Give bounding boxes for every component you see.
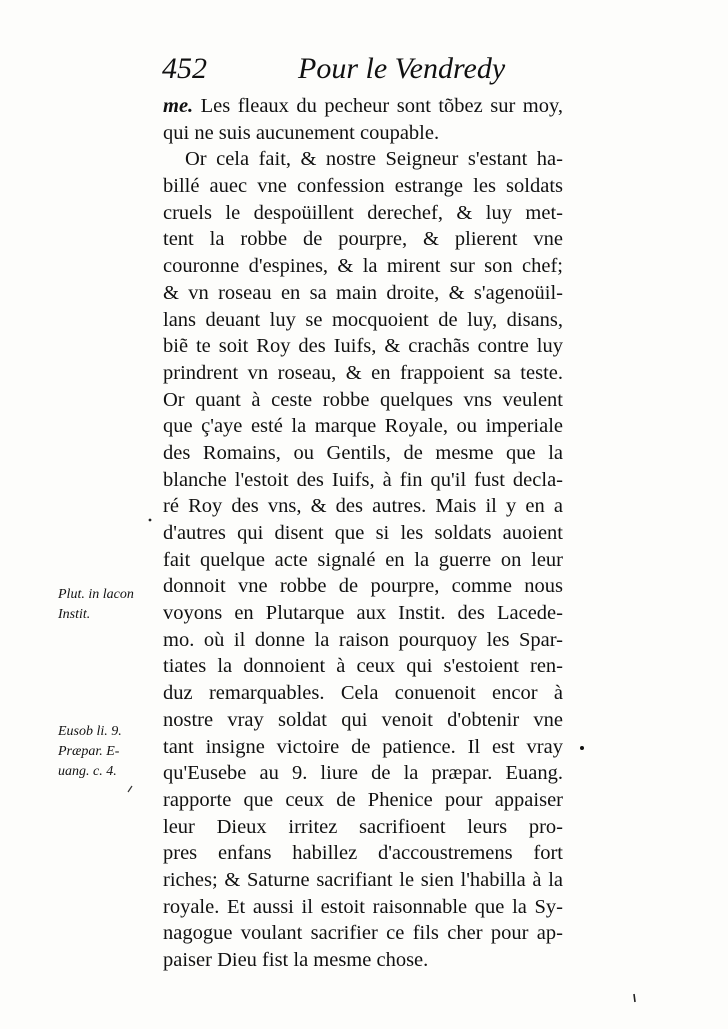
first-line-lead: me.	[163, 95, 194, 117]
text-line: qu'Eusebe au 9. liure de la præpar. Euang.	[163, 762, 563, 785]
text-line: tent la robbe de pourpre, & plierent vne	[163, 228, 563, 251]
ink-speck	[634, 994, 635, 1002]
text-line: donnoit vne robbe de pourpre, comme nous	[163, 575, 563, 598]
text-line: pres enfans habillez d'accoustremens fort	[163, 842, 563, 865]
margin-note-line: uang. c. 4.	[58, 764, 117, 779]
text-line: lans deuant luy se mocquoient de luy, disans,	[163, 308, 563, 331]
text-line: paiser Dieu fist la mesme chose.	[163, 949, 429, 971]
text-line: Or quant à ceste robbe quelques vns veulent	[163, 388, 563, 411]
running-title: Pour le Vendredy	[298, 52, 506, 85]
first-line-rest: Les fleaux du pecheur sont tõbez sur moy,	[193, 95, 563, 117]
text-line: Or cela fait, & nostre Seigneur s'estant ha-	[185, 148, 563, 171]
margin-note-line: Præpar. E-	[58, 744, 120, 759]
text-line: d'autres qui disent que si les soldats auoient	[163, 522, 563, 544]
page-number: 452	[162, 52, 207, 85]
text-line: & vn roseau en sa main droite, & s'agenoüil-	[163, 281, 563, 304]
page-header	[150, 52, 550, 92]
ink-speck	[128, 786, 132, 792]
margin-note-plutarch	[58, 585, 158, 625]
text-line: rapporte que ceux de Phenice pour appaiser	[163, 788, 563, 811]
ink-speck	[149, 519, 152, 522]
body-text	[163, 93, 563, 974]
text-line: leur Dieux irritez sacrifioent leurs pro-	[163, 815, 563, 838]
text-line: royale. Et aussi il estoit raisonnable que la Sy-	[163, 895, 563, 918]
text-line: fait quelque acte signalé en la guerre on leur	[163, 548, 563, 571]
text-line: que ç'aye esté la marque Royale, ou imperiale	[163, 415, 563, 438]
text-line: voyons en Plutarque aux Instit. des Lacede-	[163, 602, 563, 625]
text-line: mo. où il donne la raison pourquoy les Spar-	[163, 628, 563, 651]
text-line: biẽ te soit Roy des Iuifs, & crachãs contre luy	[163, 335, 563, 358]
text-line: tiates la donnoient à ceux qui s'estoient ren-	[163, 655, 563, 678]
text-line: blanche l'estoit des Iuifs, à fin qu'il fust decla-	[163, 468, 563, 491]
text-line: couronne d'espines, & la mirent sur son chef;	[163, 255, 563, 278]
text-line: cruels le despoüillent derechef, & luy met-	[163, 201, 563, 224]
text-line: riches; & Saturne sacrifiant le sien l'habilla à la	[163, 868, 563, 891]
text-line: duz remarquables. Cela conuenoit encor à	[163, 682, 563, 705]
text-line	[163, 93, 563, 120]
margin-note-line: Instit.	[58, 607, 91, 622]
text-line: billé auec vne confession estrange les soldats	[163, 175, 563, 198]
text-line: qui ne suis aucunement coupable.	[163, 121, 440, 144]
text-line: prindrent vn roseau, & en frappoient sa teste.	[163, 361, 563, 384]
text-line: nagogue voulant sacrifier ce fils cher pour ap-	[163, 922, 563, 945]
text-line: nostre vray soldat qui venoit d'obtenir vne	[163, 708, 563, 731]
text-line: ré Roy des vns, & des autres. Mais il y en a	[163, 495, 563, 518]
text-line: des Romains, ou Gentils, de mesme que la	[163, 441, 563, 464]
margin-note-line: Plut. in lacon	[58, 587, 134, 602]
text-line: tant insigne victoire de patience. Il est vray	[163, 735, 563, 758]
ink-speck	[580, 746, 584, 750]
margin-note-line: Eusob li. 9.	[58, 724, 122, 739]
margin-note-eusebius	[58, 722, 158, 782]
